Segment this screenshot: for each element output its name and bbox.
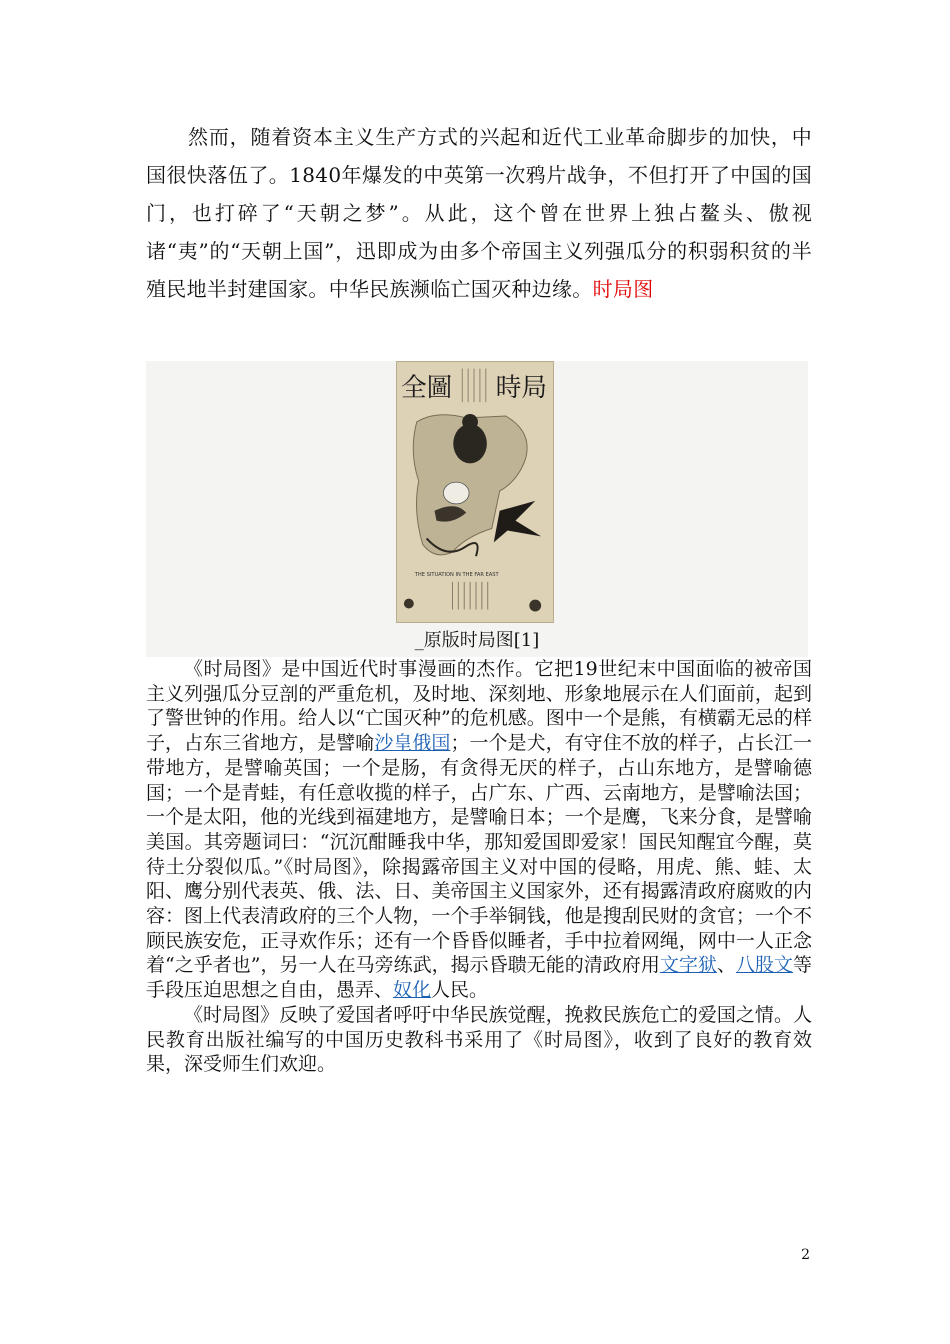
poster-title-left: 全圖	[400, 373, 453, 404]
text-run: ；一个是犬，有守住不放的样子，占长江一带地方，是譬喻英国；一个是肠，有贪得无厌的样子，占山东地方，是譬喻德国；一个是青蛙，有任意收揽的样子，占广东、广西、云南地方，是譬喻法国；一个是太阳，他的光线到福建地方，是譬喻日本；一个是鹰，飞来分食，是譬喻美国。其旁题词曰：“沉沉酣睡我中华，那知爱国即爱家！国民知醒宜今醒，莫待土分裂似瓜。”《时局图》，除揭露帝国主义对中国的侵略，用虎、熊、蛙、太阳、鹰分别代表英、俄、法、日、美帝国主义国家外，还有揭露清政府腐败的内容：图上代表清政府的三个人物，一个手举铜钱，他是搜刮民财的贪官；一个不顾民族安危，正寻欢作乐；还有一个昏昏似睡者，手中拉着网绳，网中一人正念着“之乎者也”，另一人在马旁练武，揭示昏聩无能的清政府用	[146, 732, 812, 977]
poster-image	[396, 361, 554, 623]
figure-block	[146, 361, 808, 657]
link-tsarist-russia[interactable]: 沙皇俄国	[374, 732, 451, 755]
figure-caption: _原版时局图[1]	[414, 630, 540, 651]
poster-caption: THE SITUATION IN THE FAR EAST	[414, 571, 499, 578]
text-run: 人民。	[431, 979, 489, 1002]
text-run: 《时局图》是中国近代时事漫画的杰作。它把19世纪末中国面临的被帝国主义列强瓜分豆剖的严重危机，及时地、深刻地、形象地展示在人们面前，起到了警世钟的作用。给人以“亡国灭种”的危机感。图中一个是熊，有横霸无忌的样子，占东三省地方，是譬喻	[146, 658, 812, 755]
intro-paragraph	[146, 118, 812, 308]
dog-figure	[443, 482, 469, 504]
intro-highlight: 时局图	[592, 277, 654, 301]
intro-text: 然而，随着资本主义生产方式的兴起和近代工业革命脚步的加快，中国很快落伍了。1840年爆发的中英第一次鸦片战争，不但打开了中国的国门，也打碎了“天朝之梦”。从此，这个曾在世界上独占鳌头、傲视诸“夷”的“天朝上国”，迅即成为由多个帝国主义列强瓜分的积弱积贫的半殖民地半封建国家。中华民族濒临亡国灭种边缘。	[146, 125, 812, 301]
text-run: 、	[716, 954, 736, 977]
poster-illustration	[397, 362, 553, 622]
body-text	[146, 657, 812, 1077]
page-number: 2	[801, 1247, 810, 1263]
link-eight-legged-essay[interactable]: 八股文	[735, 954, 793, 977]
body-paragraph-2: 《时局图》反映了爱国者呼吁中华民族觉醒，挽救民族危亡的爱国之情。人民教育出版社编写的中国历史教科书采用了《时局图》，收到了良好的教育效果，深受师生们欢迎。	[146, 1003, 812, 1076]
link-literary-inquisition[interactable]: 文字狱	[659, 954, 717, 977]
text-run: 等手段压迫思想之自由，愚弄、	[146, 954, 812, 1002]
link-enslavement[interactable]: 奴化	[393, 979, 432, 1002]
poster-title-right: 時局	[495, 373, 548, 404]
body-paragraph-1	[146, 657, 812, 1003]
